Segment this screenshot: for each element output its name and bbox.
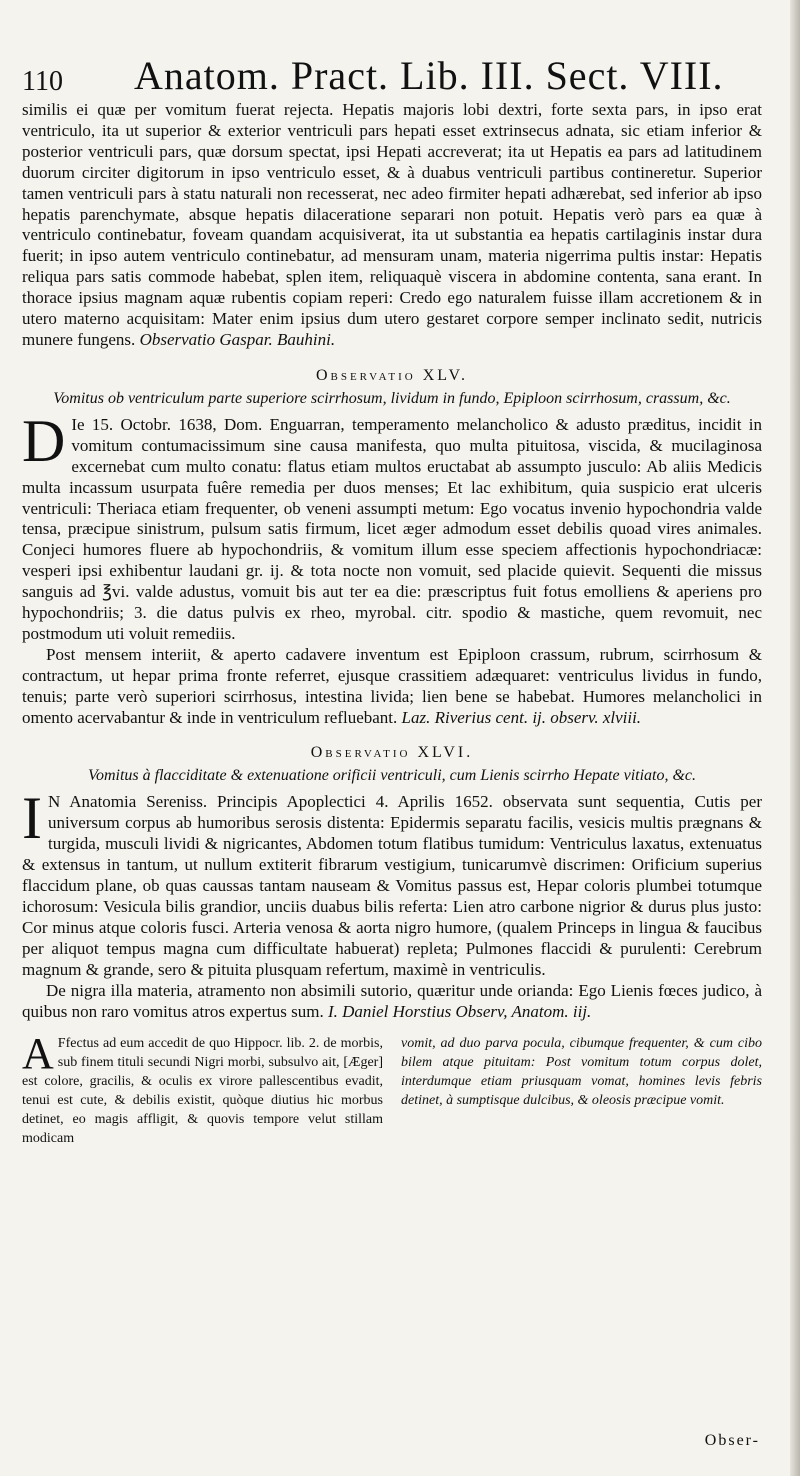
intro-citation: Observatio Gaspar. Bauhini. xyxy=(139,329,336,349)
drop-cap: D xyxy=(22,407,66,474)
intro-paragraph xyxy=(22,100,762,351)
drop-cap: A xyxy=(22,1029,54,1079)
annotation-column-left xyxy=(22,1029,383,1148)
annotation-text-left: Ffectus ad eum accedit de quo Hippocr. lib. 2. de morbis, sub finem tituli secundi Nigri morbi, subsulvo ait, [Æger] est colore, gracilis, & oculis ex virore pallescentibus evadit, tenui est cute, & debilis existit, quòque diutius hic morbus detinet, eo magis affligit, & quovis tempore velut stillam modicam xyxy=(22,1036,383,1147)
observation-46-heading: Observatio XLVI. xyxy=(310,744,474,762)
observation-45-heading: Observatio XLV. xyxy=(315,366,469,384)
observation-45-text-1: Ie 15. Octobr. 1638, Dom. Enguarran, temperamento melancholico & adusto præditus, incidit in vomitum contumacissimum sine causa manifesta, quo multa pituitosa, viscida, & mucilaginosa excernebat cum multo conatu: flatus etiam multos eructabat ab assumpto jusculo: Ab aliis Medicis multa incassum usurpata fuêre remedia per duos menses; Et lac exhibitum, quia suspicio erat ulceris ventriculi: Theriaca etiam frequenter, ob veneni assumpti metum: Ego vocatus invenio hypochondria valde tensa, præcipue sinistrum, pulsum satis firmum, licet æger admodum esset debilis quoad vires animales. Conjeci humores fluere ab hypochondriis, & vomitum illum esse speciem affectionis hypochondriacæ: vesperi ipsi exhibentur laudani gr. ij. & tota nocte non vomuit, sed placide quievit. Sequenti die missus sanguis ad ℥vi. valde adustus, vomuit bis aut ter ea die: præscriptus fuit fotus emolliens & aperiens pro hypochondriis; 3. die datus pulvis ex rheo, myrobal. citr. spodio & mastiche, quem revomuit, nec postmodum uti voluit remediis. xyxy=(22,414,762,643)
observation-46-paragraph-2 xyxy=(22,981,762,1023)
observation-45-subtitle: Vomitus ob ventriculum parte superiore scirrhosum, lividum in fundo, Epiploon scirrhosum, crassum, &c. xyxy=(53,389,731,407)
observation-45-text-2: Post mensem interiit, & aperto cadavere inventum est Epiploon crassum, rubrum, scirrhosum & contractum, ut hepar prima fronte referret, ejusque crassitiem adæquaret: ventriculus lividus in fundo, tenuis; parte verò superiori scirrhosus, intestina livida; lien bene se habebat. Humores melancholici in omento acervabantur & inde in ventriculum refluebant. xyxy=(22,644,762,727)
page-body xyxy=(22,100,762,1148)
observation-46-paragraph-1 xyxy=(22,785,762,980)
observation-46-text-2: De nigra illa materia, atramento non absimili sutorio, quæritur unde orianda: Ego Lienis fœces judico, à quibus non raro vomitus atros expertus sum. xyxy=(22,980,762,1021)
drop-cap: I xyxy=(22,785,42,852)
annotation-column-right: vomit, ad duo parva pocula, cibumque frequenter, & cum cibo bilem atque pituitam: Post vomitum totum corpus dolet, interdumque etiam priusquam vomat, homines levis febris detinet, à sumptisque dulcibus, & oleosis præcipue vomit. xyxy=(401,1036,762,1109)
observation-46-subtitle: Vomitus à flacciditate & extenuatione orificii ventriculi, cum Lienis scirrho Hepate vitiato, &c. xyxy=(87,767,697,785)
catchword: Obser- xyxy=(704,1432,760,1449)
running-header xyxy=(22,52,760,98)
page-edge xyxy=(790,0,800,1476)
observation-45-citation: Laz. Riverius cent. ij. observ. xlviii. xyxy=(401,707,642,727)
intro-text: similis ei quæ per vomitum fuerat rejecta. Hepatis majoris lobi dextri, forte sexta pars, in ipso erat ventriculo, ita ut superior & exterior ventriculi pars hepati esset extrinsecus adnata, sic etiam inferior & posterior ventriculi pars, quæ dorsum spectat, ipsi Hepati accreverat; ita ut Hepatis ea pars ad latitudinem duorum circiter digitorum in ipso ventriculo esset, & à duabus ventriculi partibus contineretur. Superior tamen ventriculi pars à statu naturali non recesserat, nec adeo firmiter hepati adhærebat, sed inferior ab ipso hepatis parenchymate, absque hepatis dilaceratione separari non potuit. Hepatis verò pars ea quæ à ventriculo continebatur, foveam quandam acquisiverat, ita ut substantia ea hepatis cartilaginis instar dura fuerit; in ipso autem ventriculo continebatur, ad mensuram unam, materia nigerrima pultis instar: Hepatis reliqua pars satis commode habebat, splen item, reliquaquè viscera in abdomine contenta, sana erant. In thorace ipsius magnam aquæ rubentis copiam reperi: Credo ego naturalem fuisse illam accretionem & in utero materno acquisitam: Mater enim ipsius dum utero gestaret corpore semper inclinato sedit, nutricis munere fungens. xyxy=(22,100,762,349)
observation-46-citation: I. Daniel Horstius Observ, Anatom. iij. xyxy=(327,1001,592,1021)
page-number: 110 xyxy=(22,66,63,97)
observation-46-text-1: N Anatomia Sereniss. Principis Apoplectici 4. Aprilis 1652. observata sunt sequentia, Cutis per universum corpus ab humoribus serosis distenta: Epidermis separatu facilis, vesicis multis prægnans & turgida, musculi lividi & nigricantes, Abdomen totum flatibus tumidum: Ventriculus laxatus, extenuatus & extensus in tantum, ut nullum extiterit fibrarum vestigium, tunicarumvè discrimen: Orificium superius flaccidum plane, ob quas caussas tantam nauseam & Vomitus passus est, Hepar coloris plumbei totumque ichorosum: Vesicula bilis grandior, unciis duabus bilis referta: Lien atro carbone nigrior & durus plus justo: Cor minus atque coloris fusci. Arteria venosa & aorta nigro humore, (qualem Princeps in lingua & faucibus per aliquot tempus magna cum difficultate habuerat) repleta; Pulmones flaccidi & purulenti: Cerebrum magnum & grande, sero & pituita plusquam refertum, maximè in ventriculis. xyxy=(22,792,762,979)
observation-45-paragraph-1 xyxy=(22,407,762,645)
running-title: Anatom. Pract. Lib. III. Sect. VIII. xyxy=(134,53,724,98)
annotation-block xyxy=(22,1029,762,1148)
observation-45-paragraph-2 xyxy=(22,645,762,729)
